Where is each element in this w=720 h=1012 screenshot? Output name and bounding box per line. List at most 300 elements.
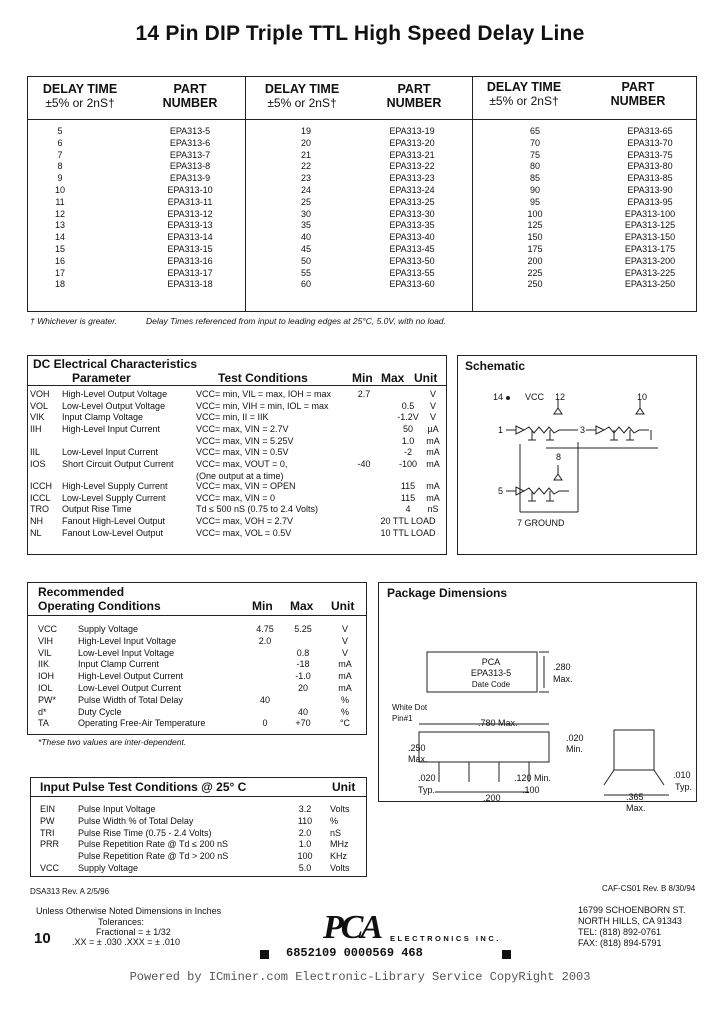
table-cell: EPA313-95 xyxy=(627,196,673,207)
table-cell: EPA313-70 xyxy=(627,137,673,148)
pkg-drawing xyxy=(379,600,696,800)
table-row xyxy=(38,718,363,730)
table-row xyxy=(38,695,363,707)
part-col-2 xyxy=(372,126,452,291)
sch-pin5: 5 xyxy=(498,486,504,496)
rec-unit: mA xyxy=(338,682,352,693)
pulse-sym: PW xyxy=(40,815,55,826)
dim-120: .120 Min. xyxy=(514,773,552,783)
table-cell: EPA313-90 xyxy=(627,184,673,195)
chip-l3: Date Code xyxy=(471,680,511,689)
sch-pin8: 8 xyxy=(556,452,562,462)
part-col-3 xyxy=(610,126,690,291)
table-cell: EPA313-80 xyxy=(627,161,673,172)
table-cell: EPA313-20 xyxy=(389,137,435,148)
pulse-val: 100 xyxy=(297,851,313,862)
dim-020b: .020 xyxy=(418,773,436,783)
table-cell: 55 xyxy=(300,267,311,278)
table-cell: 23 xyxy=(300,173,311,184)
table-row xyxy=(38,707,363,719)
company-logo xyxy=(323,908,389,948)
dc-param: Fanout Low-Level Output xyxy=(62,527,164,538)
footnote-whichever: † Whichever is greater. xyxy=(30,316,118,326)
pulse-sym: PRR xyxy=(40,839,60,850)
table-cell: 45 xyxy=(300,243,311,254)
rec-sym: VIL xyxy=(38,647,52,658)
rec-min: 40 xyxy=(259,694,270,705)
table-row xyxy=(38,636,363,648)
dc-param: Input Clamp Voltage xyxy=(62,412,144,423)
dc-max: 1.0 xyxy=(401,435,415,446)
table-row xyxy=(30,436,445,448)
dim-250: .250 xyxy=(408,743,426,753)
table-cell: 250 xyxy=(527,279,543,290)
table-cell: EPA313-10 xyxy=(167,184,213,195)
pulse-param: Supply Voltage xyxy=(78,862,139,873)
address-1: 16799 SCHOENBORN ST. xyxy=(578,905,686,915)
table-cell: EPA313-55 xyxy=(389,267,435,278)
table-cell: EPA313-45 xyxy=(389,243,435,254)
dc-max: 20 TTL LOAD xyxy=(380,515,436,526)
delay-col-2 xyxy=(286,126,326,291)
dim-max3: Max. xyxy=(626,803,646,813)
dc-max: -100 xyxy=(398,459,417,470)
page-number: 10 xyxy=(34,930,51,947)
rec-sym: IOL xyxy=(38,682,53,693)
decimal: .XX = ± .030 .XXX = ± .010 xyxy=(72,937,180,947)
table-cell: 24 xyxy=(300,184,311,195)
table-cell: EPA313-35 xyxy=(389,220,435,231)
unless-note: Unless Otherwise Noted Dimensions in Inches xyxy=(36,906,222,916)
barcode-text: 6852109 0000569 468 xyxy=(286,946,423,960)
table-row xyxy=(30,504,445,516)
table-row xyxy=(30,401,445,413)
table-cell: EPA313-85 xyxy=(627,173,673,184)
table-row xyxy=(38,683,363,695)
header-part-2: PART NUMBER xyxy=(386,82,442,110)
powered-by: Powered by ICminer.com Electronic-Library Service CopyRight 2003 xyxy=(129,970,591,984)
table-cell: EPA313-50 xyxy=(389,255,435,266)
dc-unit: V xyxy=(429,412,436,423)
logo-text: PCA xyxy=(323,909,381,946)
rec-sym: IOH xyxy=(38,671,55,682)
table-cell: EPA313-6 xyxy=(169,137,211,148)
rec-min: 4.75 xyxy=(256,624,274,634)
typ1: Typ. xyxy=(418,785,436,795)
schematic-diagram xyxy=(458,380,696,550)
footnote-delay-ref: Delay Times referenced from input to leading edges at 25°C, 5.0V, with no load. xyxy=(146,316,446,326)
pulse-val: 2.0 xyxy=(298,827,312,838)
pulse-unit: nS xyxy=(330,827,342,838)
dc-rows xyxy=(30,389,445,539)
dc-title: DC Electrical Characteristics xyxy=(33,357,198,371)
dc-unit: V xyxy=(429,400,436,411)
table-row xyxy=(38,659,363,671)
pkg-title: Package Dimensions xyxy=(387,586,508,600)
dc-unit: mA xyxy=(426,492,440,503)
rec-param: Input Clamp Current xyxy=(78,659,160,670)
table-row xyxy=(40,839,365,851)
dc-min: -40 xyxy=(357,459,371,470)
dc-max: -1.2V xyxy=(397,412,419,423)
delay-col-1 xyxy=(40,126,80,291)
table-cell: 125 xyxy=(527,220,543,231)
dc-max: 4 xyxy=(405,504,411,515)
dc-unit: mA xyxy=(426,447,440,458)
dc-unit: V xyxy=(429,389,436,399)
table-cell: 22 xyxy=(300,161,311,172)
table-cell: 8 xyxy=(57,161,63,172)
dc-unit: nS xyxy=(427,504,439,515)
table-cell: EPA313-175 xyxy=(624,243,676,254)
table-cell: EPA313-8 xyxy=(169,161,211,172)
table-row xyxy=(30,493,445,505)
table-row xyxy=(40,816,365,828)
pulse-param: Pulse Repetition Rate @ Td > 200 nS xyxy=(78,851,229,862)
dc-sym: NL xyxy=(30,527,42,538)
sch-vcc: VCC xyxy=(525,392,545,402)
dc-param: Short Circuit Output Current xyxy=(62,459,174,470)
table-cell: 20 xyxy=(300,137,311,148)
rec-param: Low-Level Output Current xyxy=(78,682,182,693)
table-row xyxy=(30,459,445,471)
table-cell: EPA313-250 xyxy=(624,279,676,290)
pulse-h-unit: Unit xyxy=(332,780,356,794)
chip-l2: EPA313-5 xyxy=(470,668,512,678)
table-cell: EPA313-15 xyxy=(167,243,213,254)
rec-sym: VIH xyxy=(38,635,54,646)
table-row xyxy=(30,389,445,401)
rec-param: High-Level Input Voltage xyxy=(78,635,177,646)
right-code: CAF-CS01 Rev. B 8/30/94 xyxy=(602,884,696,893)
table-cell: 175 xyxy=(527,243,543,254)
dc-param: High-Level Supply Current xyxy=(62,480,168,491)
table-cell: 11 xyxy=(55,196,65,207)
pulse-param: Pulse Repetition Rate @ Td ≤ 200 nS xyxy=(78,839,228,850)
dc-sym: IIL xyxy=(30,447,41,458)
pulse-unit: % xyxy=(330,815,339,826)
table-cell: 14 xyxy=(54,232,65,243)
dc-cond: Td ≤ 500 nS (0.75 to 2.4 Volts) xyxy=(196,504,319,515)
dc-max: 0.5 xyxy=(401,400,415,411)
table-cell: 19 xyxy=(300,126,311,136)
rec-sym: TA xyxy=(38,718,49,729)
part-col-1 xyxy=(150,126,230,291)
pulse-sym: TRI xyxy=(40,827,55,838)
sch-ground: 7 GROUND xyxy=(517,518,565,528)
table-row xyxy=(40,851,365,863)
table-cell: EPA313-40 xyxy=(389,232,435,243)
telephone: TEL: (818) 892-0761 xyxy=(578,927,662,937)
dc-cond: VCC= max, VIN = OPEN xyxy=(196,480,296,491)
rec-h-min: Min xyxy=(252,599,273,613)
dc-unit: mA xyxy=(426,435,440,446)
dim-780: .780 Max. xyxy=(478,718,518,728)
rec-param: Duty Cycle xyxy=(78,706,122,717)
rec-sym: d* xyxy=(38,706,47,717)
rec-unit: mA xyxy=(338,659,352,670)
rec-sym: PW* xyxy=(38,694,56,705)
pulse-sym: EIN xyxy=(40,804,56,814)
table-row xyxy=(38,671,363,683)
dim-max2: Max. xyxy=(408,754,428,764)
table-cell: 225 xyxy=(527,267,543,278)
dim-max1: Max. xyxy=(553,674,573,684)
table-cell: 75 xyxy=(529,149,540,160)
dc-cond: (One output at a time) xyxy=(196,470,284,481)
table-row xyxy=(30,424,445,436)
sch-pin12: 12 xyxy=(555,392,566,402)
dc-sym: ICCL xyxy=(30,492,51,503)
table-cell: EPA313-21 xyxy=(389,149,435,160)
dim-100: .100 xyxy=(522,785,540,795)
rec-sym: IIK xyxy=(38,659,50,670)
table-row xyxy=(38,648,363,660)
table-cell: EPA313-200 xyxy=(624,255,676,266)
rec-unit: °C xyxy=(339,718,351,729)
page-title: 14 Pin DIP Triple TTL High Speed Delay Line xyxy=(135,22,585,45)
dim-280: .280 xyxy=(553,662,571,672)
table-row xyxy=(30,471,445,481)
dc-sym: TRO xyxy=(30,504,49,515)
table-cell: 200 xyxy=(527,255,543,266)
rec-title-1: Recommended xyxy=(38,585,125,599)
table-cell: 50 xyxy=(300,255,311,266)
schematic-title: Schematic xyxy=(465,359,526,373)
rec-unit: V xyxy=(341,635,348,646)
pulse-unit: Volts xyxy=(330,862,350,873)
table-cell: 80 xyxy=(529,161,540,172)
pulse-unit: Volts xyxy=(330,804,350,814)
logo-sub: ELECTRONICS INC. xyxy=(390,934,501,943)
table-cell: 16 xyxy=(54,255,65,266)
table-cell: EPA313-60 xyxy=(389,279,435,290)
pulse-val: 110 xyxy=(297,815,313,826)
dc-param: Output Rise Time xyxy=(62,504,132,515)
dc-sym: VIK xyxy=(30,412,45,423)
tolerances: Tolerances: xyxy=(98,917,145,927)
header-delay-2: DELAY TIME ±5% or 2nS† xyxy=(264,82,340,110)
rec-min: 0 xyxy=(262,718,268,729)
dc-cond: VCC= max, VIN = 5.25V xyxy=(196,435,294,446)
dc-unit: mA xyxy=(426,480,440,491)
dc-cond: VCC= max, VIN = 2.7V xyxy=(196,424,289,435)
table-cell: EPA313-65 xyxy=(627,126,673,136)
pulse-param: Pulse Rise Time (0.75 - 2.4 Volts) xyxy=(78,827,212,838)
table-cell: 40 xyxy=(300,232,311,243)
dc-sym: NH xyxy=(30,515,43,526)
pulse-sym: VCC xyxy=(40,862,60,873)
dc-cond: VCC= min, II = IIK xyxy=(196,412,269,423)
rec-unit: mA xyxy=(338,671,352,682)
header-part-1: PART NUMBER xyxy=(162,82,218,110)
table-cell: 6 xyxy=(57,137,63,148)
table-cell: 60 xyxy=(300,279,311,290)
pulse-param: Pulse Width % of Total Delay xyxy=(78,815,194,826)
table-row xyxy=(30,412,445,424)
rec-note: *These two values are inter-dependent. xyxy=(38,737,187,747)
dc-max: 10 TTL LOAD xyxy=(380,527,436,538)
pulse-title: Input Pulse Test Conditions @ 25° C xyxy=(40,780,247,794)
dc-sym: VOH xyxy=(30,389,50,399)
dim-365: .365 xyxy=(626,792,644,802)
dc-param: High-Level Input Current xyxy=(62,424,161,435)
pulse-unit: MHz xyxy=(330,839,349,850)
table-cell: 7 xyxy=(57,149,63,160)
rec-max: 5.25 xyxy=(294,624,312,634)
rec-max: 0.8 xyxy=(296,647,310,658)
sch-pin10: 10 xyxy=(637,392,648,402)
table-cell: EPA313-100 xyxy=(624,208,676,219)
table-cell: EPA313-14 xyxy=(167,232,213,243)
table-row xyxy=(38,624,363,636)
table-cell: EPA313-30 xyxy=(389,208,435,219)
dc-cond: VCC= max, VIN = 0.5V xyxy=(196,447,289,458)
table-cell: EPA313-23 xyxy=(389,173,435,184)
pulse-val: 5.0 xyxy=(298,862,312,873)
table-cell: EPA313-75 xyxy=(627,149,673,160)
table-row xyxy=(30,447,445,459)
dc-h-min: Min xyxy=(352,371,373,385)
chip-l1: PCA xyxy=(481,657,501,667)
table-cell: EPA313-5 xyxy=(169,126,211,136)
sch-pin3: 3 xyxy=(580,425,586,435)
pulse-param: Pulse Input Voltage xyxy=(78,804,156,814)
fractional: Fractional = ± 1/32 xyxy=(96,927,171,937)
table-cell: EPA313-150 xyxy=(624,232,676,243)
dc-h-cond: Test Conditions xyxy=(218,371,308,385)
dim-200: .200 xyxy=(483,793,501,803)
table-cell: 35 xyxy=(300,220,311,231)
dim-010: .010 xyxy=(673,770,691,780)
dc-max: -2 xyxy=(403,447,412,458)
dim-min: Min. xyxy=(566,744,584,754)
dc-h-max: Max xyxy=(381,371,405,385)
rec-param: Low-Level Input Voltage xyxy=(78,647,175,658)
white-dot: White Dot xyxy=(392,703,428,712)
dc-max: 115 xyxy=(400,492,416,503)
table-cell: EPA313-19 xyxy=(389,126,435,136)
rec-unit: V xyxy=(341,647,348,658)
dc-cond: VCC= min, VIL = max, IOH = max xyxy=(196,389,331,399)
rec-sym: VCC xyxy=(38,624,58,634)
dc-cond: VCC= max, VOH = 2.7V xyxy=(196,515,294,526)
address-2: NORTH HILLS, CA 91343 xyxy=(578,916,682,926)
dc-param: Fanout High-Level Output xyxy=(62,515,166,526)
table-cell: EPA313-9 xyxy=(169,173,211,184)
table-cell: 30 xyxy=(300,208,311,219)
pulse-unit: KHz xyxy=(330,851,348,862)
table-cell: 12 xyxy=(54,208,65,219)
table-row xyxy=(40,828,365,840)
table-row xyxy=(30,481,445,493)
table-cell: 85 xyxy=(529,173,540,184)
table-cell: 5 xyxy=(57,126,63,136)
fax: FAX: (818) 894-5791 xyxy=(578,938,662,948)
dc-cond: VCC= max, VOUT = 0, xyxy=(196,459,288,470)
table-cell: 65 xyxy=(529,126,540,136)
rec-param: Supply Voltage xyxy=(78,624,139,634)
header-delay-3: DELAY TIME ±5% or 2nS† xyxy=(486,80,562,108)
dc-min: 2.7 xyxy=(357,389,371,399)
delay-table xyxy=(27,76,697,312)
dc-cond: VCC= min, VIH = min, IOL = max xyxy=(196,400,329,411)
delay-col-3 xyxy=(515,126,555,291)
rec-max: +70 xyxy=(295,718,311,729)
barcode-block-2 xyxy=(502,950,511,959)
rec-max: 20 xyxy=(297,682,308,693)
typ2: Typ. xyxy=(675,782,693,792)
dc-param: Low-Level Input Current xyxy=(62,447,159,458)
dc-unit: µA xyxy=(427,424,439,435)
table-cell: 21 xyxy=(300,149,311,160)
table-cell: 10 xyxy=(54,184,65,195)
table-cell: 17 xyxy=(54,267,65,278)
table-row xyxy=(30,528,445,540)
rec-title-2: Operating Conditions xyxy=(38,599,161,613)
left-code: DSA313 Rev. A 2/5/96 xyxy=(30,887,110,896)
dc-sym: VOL xyxy=(30,400,49,411)
rec-param: High-Level Output Current xyxy=(78,671,184,682)
rec-max: 40 xyxy=(297,706,308,717)
rec-max: -18 xyxy=(296,659,310,670)
barcode-block-1 xyxy=(260,950,269,959)
rec-rows xyxy=(38,624,363,730)
table-row xyxy=(40,804,365,816)
sch-pin14: 14 xyxy=(493,392,504,402)
table-cell: EPA313-13 xyxy=(167,220,213,231)
dc-max: 115 xyxy=(400,480,416,491)
dc-h-param: Parameter xyxy=(72,371,131,385)
dc-h-unit: Unit xyxy=(414,371,438,385)
table-cell: EPA313-125 xyxy=(624,220,676,231)
pin1-label: Pin#1 xyxy=(392,714,413,723)
header-delay-1: DELAY TIME ±5% or 2nS† xyxy=(42,82,118,110)
table-cell: 90 xyxy=(529,184,540,195)
rec-unit: V xyxy=(341,624,348,634)
table-cell: 15 xyxy=(54,243,65,254)
table-cell: EPA313-25 xyxy=(389,196,435,207)
header-part-3: PART NUMBER xyxy=(610,80,666,108)
pulse-rows xyxy=(40,804,365,875)
table-cell: 100 xyxy=(527,208,543,219)
rec-min: 2.0 xyxy=(258,635,272,646)
rec-h-max: Max xyxy=(290,599,314,613)
table-cell: 25 xyxy=(300,196,311,207)
dc-sym: ICCH xyxy=(30,480,52,491)
dc-sym: IOS xyxy=(30,459,46,470)
table-cell: 9 xyxy=(57,173,63,184)
sch-pin1: 1 xyxy=(498,425,504,435)
table-cell: EPA313-7 xyxy=(169,149,211,160)
table-cell: EPA313-18 xyxy=(167,279,213,290)
table-row xyxy=(40,863,365,875)
table-cell: 13 xyxy=(54,220,65,231)
table-cell: 95 xyxy=(529,196,540,207)
rec-unit: % xyxy=(340,694,349,705)
dc-cond: VCC= max, VOL = 0.5V xyxy=(196,527,292,538)
table-cell: EPA313-225 xyxy=(624,267,676,278)
table-cell: EPA313-24 xyxy=(389,184,435,195)
table-cell: EPA313-11 xyxy=(167,196,213,207)
rec-param: Pulse Width of Total Delay xyxy=(78,694,183,705)
dc-param: Low-Level Supply Current xyxy=(62,492,166,503)
dc-param: High-Level Output Voltage xyxy=(62,389,168,399)
dc-param: Low-Level Output Voltage xyxy=(62,400,166,411)
dc-max: 50 xyxy=(402,424,413,435)
dc-cond: VCC= max, VIN = 0 xyxy=(196,492,276,503)
dim-020: .020 xyxy=(566,733,584,743)
